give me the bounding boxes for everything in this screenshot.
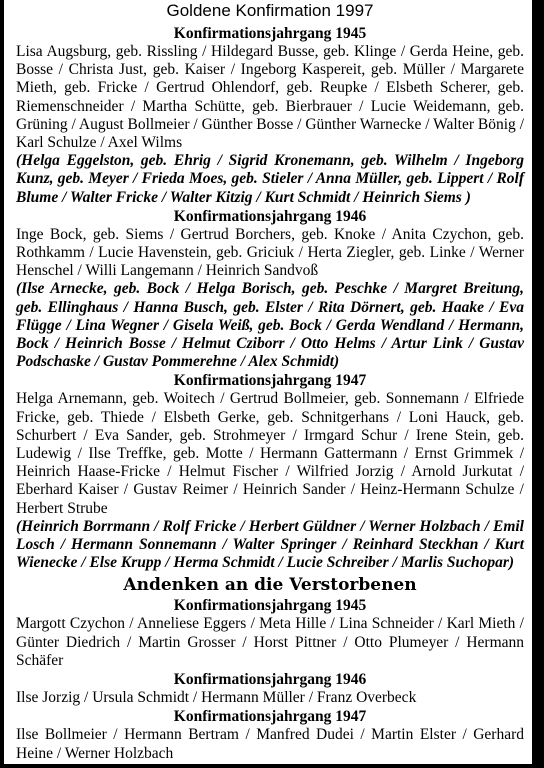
heading-1945: Konfirmationsjahrgang 1945: [173, 25, 367, 42]
names-1947: Helga Arnemann, geb. Woitech / Gertrud Bollmeier, geb. Sonnemann / Elfriede Fricke, geb. Thiede / Elsbeth Gerke, geb. Schnitgerhans / Loni Hauck, geb. Schurbert / Eva Sander, geb. Strohmeyer / Irmgard Schur / Irene Stein, geb. Ludewig / Ilse Treffke, geb. Motte / Hermann Gattermann / Ernst Grimmek / Heinrich Haase-Fricke / Helmut Fischer / Wilfried Jorzig / Arnold Jurkutat / Eberhard Kaiser / Gustav Reimer / Heinrich Sander / Heinz-Hermann Schulze / Herbert Strube: [16, 390, 524, 517]
memorial-heading-1947: Konfirmationsjahrgang 1947: [173, 708, 367, 726]
memorial-title: Andenken an die Verstorbenen: [123, 575, 417, 596]
memorial-heading-1945: Konfirmationsjahrgang 1945: [173, 597, 367, 615]
document-page: [4, 0, 536, 764]
absent-1947: (Heinrich Borrmann / Rolf Fricke / Herbert Güldner / Werner Holzbach / Emil Losch / Hermann Sonnemann / Walter Springer / Reinhard Steckhan / Kurt Wienecke / Else Krupp / Herma Schmidt / Lucie Schreiber / Marlis Suchopar): [16, 517, 524, 572]
page-title: Goldene Konfirmation 1997: [166, 1, 374, 20]
memorial-heading-1946: Konfirmationsjahrgang 1946: [173, 671, 367, 689]
heading-1947: Konfirmationsjahrgang 1947: [173, 372, 367, 390]
content: [16, 24, 524, 763]
right-border: [532, 0, 536, 764]
names-1946: Inge Bock, geb. Siems / Gertrud Borchers, geb. Knoke / Anita Czychon, geb. Rothkamm / Lucie Havenstein, geb. Griciuk / Herta Ziegler, geb. Linke / Werner Henschel / Willi Langemann / Heinrich Sandvoß: [16, 225, 524, 280]
absent-1946: (Ilse Arnecke, geb. Bock / Helga Borisch, geb. Peschke / Margret Breitung, geb. Ellinghaus / Hanna Busch, geb. Elster / Rita Dörnert, geb. Haake / Eva Flügge / Lina Wegner / Gisela Weiß, geb. Bock / Gerda Wendland / Hermann, Bock / Heinrich Bosse / Helmut Cziborr / Otto Helms / Artur Link / Gustav Podschaske / Gustav Pommerehne / Alex Schmidt): [16, 280, 524, 371]
names-1945: Lisa Augsburg, geb. Rissling / Hildegard Busse, geb. Klinge / Gerda Heine, geb. Bosse / Christa Just, geb. Kaiser / Ingeborg Kaspereit, geb. Müller / Margarete Mieth, geb. Fricke / Gertrud Ohlendorf, geb. Reupke / Elsbeth Scherer, geb. Riemenschneider / Martha Schütte, geb. Bierbrauer / Lucie Weidemann, geb. Grüning / August Bollmeier / Günther Bosse / Günther Warnecke / Walter Bönig / Karl Schulze / Axel Wilms: [16, 43, 524, 152]
memorial-names-1945: Margott Czychon / Anneliese Eggers / Meta Hille / Lina Schneider / Karl Mieth / Günter Diedrich / Martin Grosser / Horst Pittner / Otto Plumeyer / Hermann Schäfer: [16, 615, 524, 669]
memorial-names-1947: Ilse Bollmeier / Hermann Bertram / Manfred Dudei / Martin Elster / Gerhard Heine / Werner Holzbach: [16, 726, 524, 762]
memorial-names-1946: Ilse Jorzig / Ursula Schmidt / Hermann Müller / Franz Overbeck: [16, 689, 417, 707]
heading-1946: Konfirmationsjahrgang 1946: [173, 207, 367, 225]
absent-1945: (Helga Eggelston, geb. Ehrig / Sigrid Kronemann, geb. Wilhelm / Ingeborg Kunz, geb. Meyer / Frieda Moes, geb. Stieler / Anna Müller, geb. Lippert / Rolf Blume / Walter Fricke / Walter Kitzig / Kurt Schmidt / Heinrich Siems ): [16, 152, 524, 206]
